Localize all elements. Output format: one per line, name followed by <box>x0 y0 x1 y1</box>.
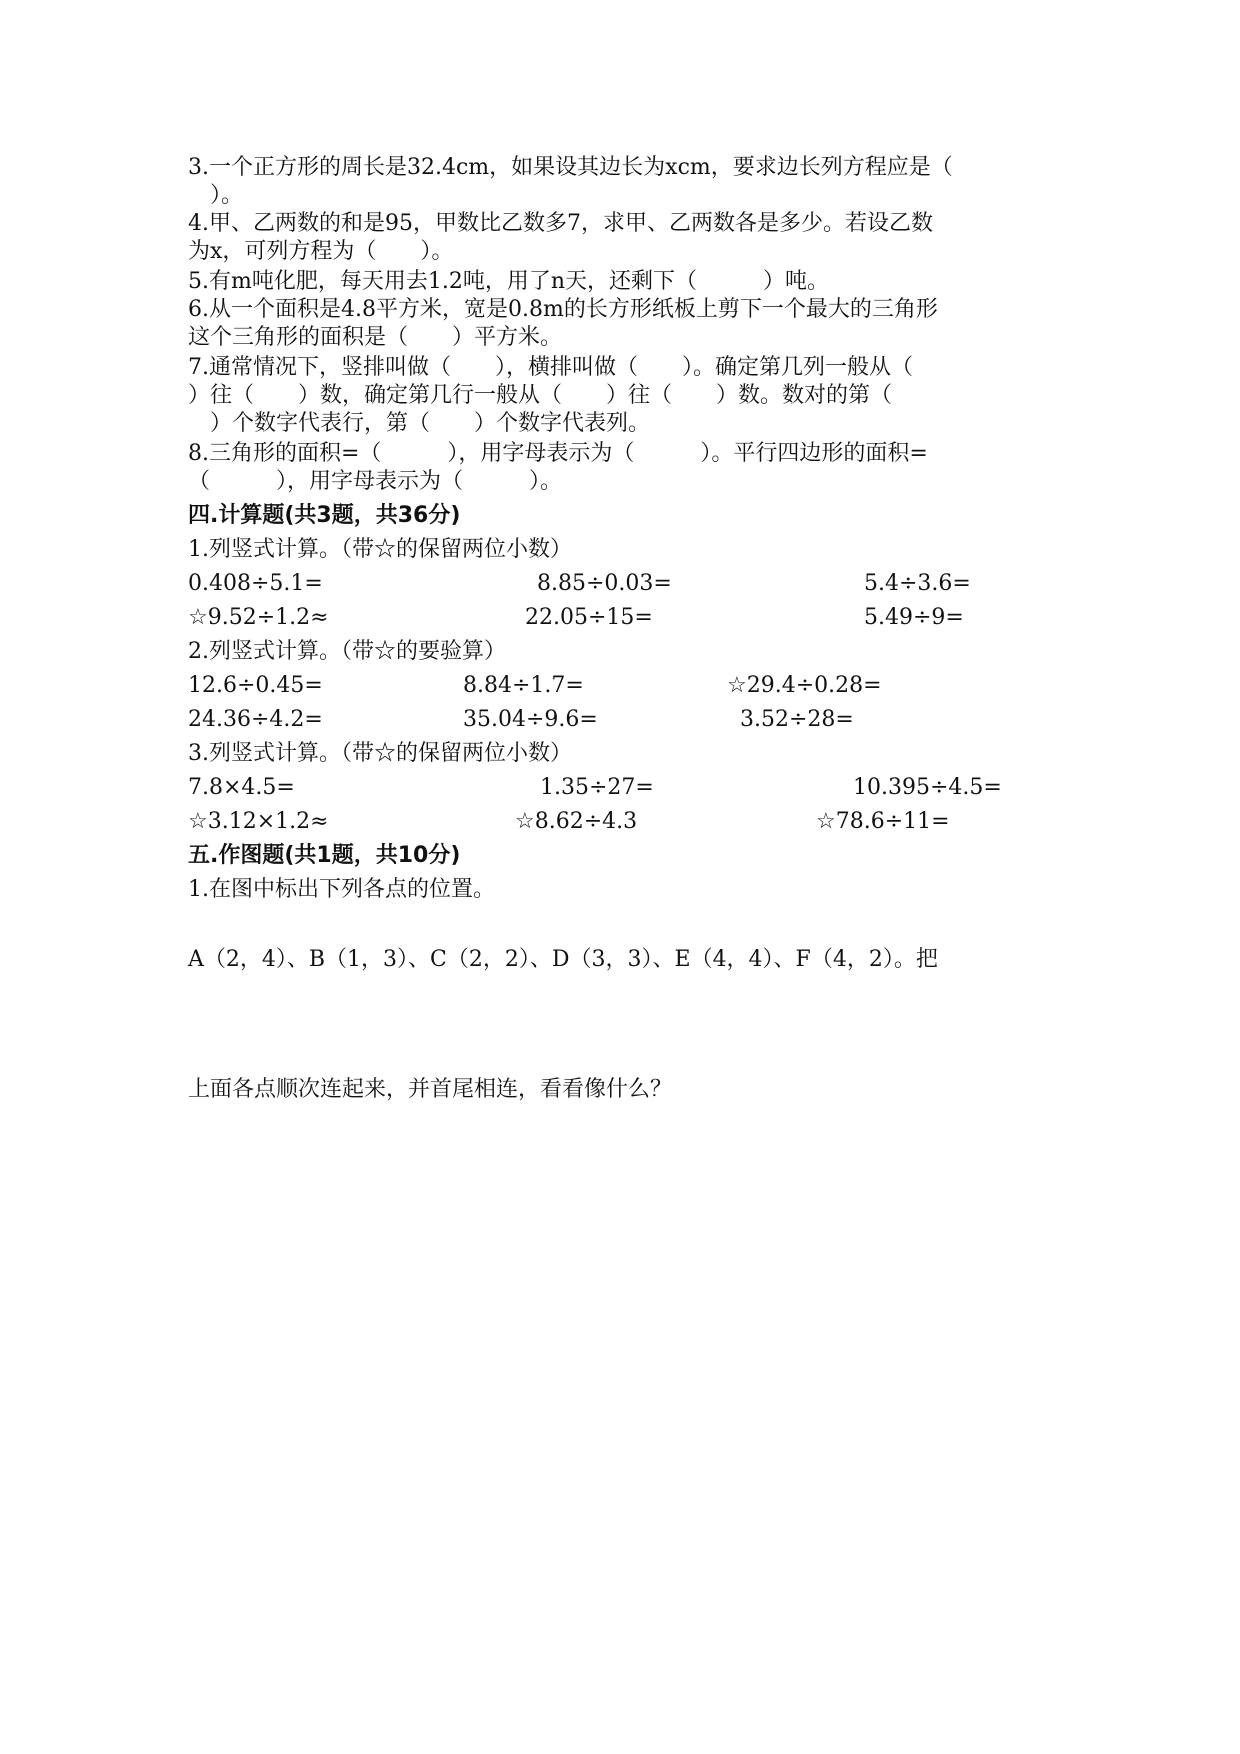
section5-heading: 五.作图题(共1题，共10分) <box>188 843 461 868</box>
calc-q2-item: 12.6÷0.45= <box>188 673 323 698</box>
q4-line-2: 为x，可列方程为（ ）。 <box>188 239 454 264</box>
calc-q1-item: 0.408÷5.1= <box>188 571 323 596</box>
q7-line-2: ）往（ ）数，确定第几行一般从（ ）往（ ）数。数对的第（ <box>188 383 893 408</box>
calc-q3-item: 10.395÷4.5= <box>853 775 1002 800</box>
calc-q1-item: 5.49÷9= <box>864 605 964 630</box>
calc-q3-title: 3.列竖式计算。（带☆的保留两位小数） <box>188 741 572 766</box>
q3-line-1: 3.一个正方形的周长是32.4cm，如果设其边长为xcm，要求边长列方程应是（ <box>188 155 953 180</box>
calc-q2-item: ☆29.4÷0.28= <box>727 673 882 698</box>
calc-q1-item: ☆9.52÷1.2≈ <box>188 605 329 630</box>
q6-line-2: 这个三角形的面积是（ ）平方米。 <box>188 325 563 350</box>
calc-q3-item: ☆3.12×1.2≈ <box>188 809 329 834</box>
calc-q1-item: 22.05÷15= <box>525 605 653 630</box>
q5-line: 5.有m吨化肥，每天用去1.2吨，用了n天，还剩下（ ）吨。 <box>188 269 830 294</box>
q3-line-2: ）。 <box>188 183 244 208</box>
q6-line-1: 6.从一个面积是4.8平方米，宽是0.8m的长方形纸板上剪下一个最大的三角形 <box>188 297 938 322</box>
draw-q1-title: 1.在图中标出下列各点的位置。 <box>188 877 495 902</box>
question-line: 上面各点顺次连起来，并首尾相连，看看像什么？ <box>188 1077 673 1102</box>
calc-q3-item: ☆78.6÷11= <box>816 809 950 834</box>
points-line: A（2，4）、B（1，3）、C（2，2）、D（3，3）、E（4，4）、F（4，2）。把 <box>188 947 938 972</box>
calc-q3-item: 1.35÷27= <box>540 775 654 800</box>
calc-q3-item: 7.8×4.5= <box>188 775 295 800</box>
q8-line-2: （ ），用字母表示为（ ）。 <box>188 469 563 494</box>
calc-q1-title: 1.列竖式计算。（带☆的保留两位小数） <box>188 537 572 562</box>
section4-heading: 四.计算题(共3题，共36分) <box>188 503 461 528</box>
calc-q2-item: 3.52÷28= <box>740 707 854 732</box>
calc-q1-item: 8.85÷0.03= <box>537 571 672 596</box>
calc-q2-title: 2.列竖式计算。（带☆的要验算） <box>188 639 506 664</box>
q7-line-1: 7.通常情况下，竖排叫做（ ），横排叫做（ ）。确定第几列一般从（ <box>188 355 913 380</box>
calc-q2-item: 35.04÷9.6= <box>463 707 598 732</box>
calc-q2-item: 24.36÷4.2= <box>188 707 323 732</box>
q4-line-1: 4.甲、乙两数的和是95，甲数比乙数多7，求甲、乙两数各是多少。若设乙数 <box>188 211 933 236</box>
calc-q3-item: ☆8.62÷4.3 <box>515 809 638 834</box>
q7-line-3: ）个数字代表行，第（ ）个数字代表列。 <box>188 411 651 436</box>
calc-q1-item: 5.4÷3.6= <box>864 571 971 596</box>
q8-line-1: 8.三角形的面积=（ ），用字母表示为（ ）。平行四边形的面积= <box>188 441 928 466</box>
calc-q2-item: 8.84÷1.7= <box>463 673 584 698</box>
